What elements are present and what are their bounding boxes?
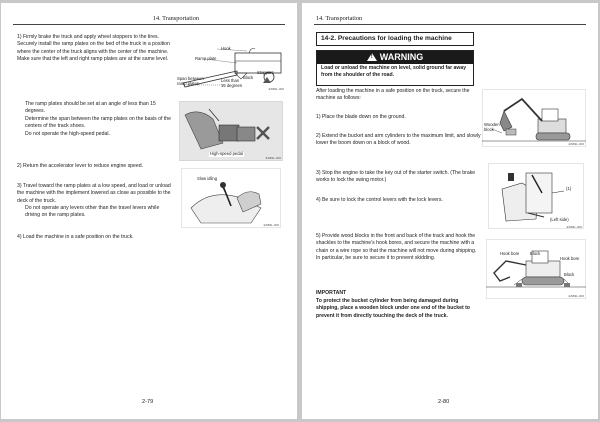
left-page bbox=[1, 3, 297, 419]
fig-wooden-label: Wooden block bbox=[484, 122, 500, 132]
right-header-text: 14. Transportation bbox=[316, 15, 363, 22]
excavator-blade-figure bbox=[482, 89, 586, 147]
fig-r2-left-side: (Left side) bbox=[550, 217, 569, 222]
left-step-3: 3) Travel toward the ramp plates at a low speed, and load or unload the machine with the implement lowered as close as possible to the deck of the truck. bbox=[17, 183, 171, 204]
right-page bbox=[302, 3, 598, 419]
pedal-figure bbox=[179, 101, 283, 161]
left-header bbox=[13, 13, 285, 25]
right-intro: After loading the machine in a safe position on the truck, secure the machine as follows: bbox=[316, 88, 470, 102]
lock-lever-figure bbox=[488, 163, 584, 229]
warning-icon bbox=[367, 53, 377, 61]
left-header-text: 14. Transportation bbox=[152, 15, 199, 22]
fig1-span-label: Span between ramp plates bbox=[177, 76, 204, 86]
left-step-4: 4) Load the machine in a safe position on the truck. bbox=[17, 234, 134, 240]
warning-box bbox=[316, 50, 474, 86]
fig-r3-hook-bore-right: Hook bore bbox=[560, 256, 580, 261]
fig1-block-label: Block bbox=[243, 75, 254, 80]
throttle-figure bbox=[181, 168, 281, 228]
right-page-number: 2-80 bbox=[438, 399, 450, 405]
fig2-pedal-label: High-speed pedal bbox=[210, 151, 243, 156]
fig-r3-block-top: Block bbox=[530, 251, 541, 256]
fig1-hook-label: Hook bbox=[221, 46, 231, 51]
left-step-3-note: Do not operate any levers other than the travel levers while driving on the ramp plates. bbox=[25, 205, 160, 219]
fig2-code: ESB3L-000 bbox=[265, 156, 281, 160]
important-title: IMPORTANT bbox=[316, 290, 347, 296]
right-header bbox=[314, 13, 586, 25]
fig-r2-code: ESB3L-000 bbox=[566, 225, 582, 229]
left-span-note: Determine the span between the ramp plates on the basis of the centers of the track shoes. bbox=[25, 116, 172, 130]
section-title: 14-2. Precautions for loading the machine bbox=[316, 32, 474, 46]
fig-r3-block-bottom: Block bbox=[564, 272, 575, 277]
important-text: To protect the bucket cylinder from being damaged during shipping, place a wooden block under one end of the bucket to prevent it from directly touching the deck of the truck. bbox=[316, 298, 470, 319]
tie-down-figure bbox=[486, 239, 586, 299]
fig1-code: ESB3L-000 bbox=[268, 87, 284, 91]
fig-r2-one-label: (1) bbox=[566, 186, 572, 191]
fig-r3-code: ESB3L-000 bbox=[568, 294, 584, 298]
warning-header bbox=[317, 51, 473, 64]
fig1-ramp-label: Ramp plate bbox=[195, 56, 217, 61]
left-step-2: 2) Return the accelerator lever to reduce engine speed. bbox=[17, 163, 144, 169]
right-step-5: 5) Provide wood blocks in the front and back of the track and hook the shackles to the machine's hook bores, and secure the machine with a chain or a wire rope so that the machine will not move during shipping. In particular, be sure to secure it to prevent skidding. bbox=[316, 233, 477, 262]
right-step-1: 1) Place the blade down on the ground. bbox=[316, 114, 406, 120]
fig-r1-code: ESB3L-000 bbox=[568, 142, 584, 146]
fig3-code: ESB3L-000 bbox=[263, 223, 279, 227]
fig1-angle-label: Less than 15 degrees bbox=[221, 78, 242, 88]
fig-r3-hook-bore-left: Hook bore bbox=[500, 251, 520, 256]
right-step-4: 4) Be sure to lock the control levers with the lock levers. bbox=[316, 197, 443, 203]
left-page-number: 2-79 bbox=[142, 399, 154, 405]
right-step-3: 3) Stop the engine to take the key out of the starter switch. (The brake works to lock the swing motor.) bbox=[316, 170, 476, 184]
warning-text: Load or unload the machine on level, solid ground far away from the shoulder of the road. bbox=[321, 65, 467, 79]
right-step-2: 2) Extend the bucket and arm cylinders to the maximum limit, and slowly lower the boom down on a block of wood. bbox=[316, 133, 481, 147]
left-pedal-note: Do not operate the high-speed pedal. bbox=[25, 131, 110, 137]
fig3-idling-label: Slow idling bbox=[197, 176, 218, 181]
fig1-stoppers-label: Stoppers bbox=[257, 70, 274, 75]
ramp-figure bbox=[177, 33, 285, 91]
left-step-1: 1) Firmly brake the truck and apply wheel stoppers to the tires. Securely install the ramp plates on the bed of the truck in a position where the center of the truck aligns with the center of the machine. Make sure that the left and right ramp plates are at the same level. bbox=[17, 34, 170, 63]
left-angle-note: The ramp plates should be set at an angle of less than 15 degrees. bbox=[25, 101, 156, 115]
warning-title: WARNING bbox=[379, 52, 424, 62]
